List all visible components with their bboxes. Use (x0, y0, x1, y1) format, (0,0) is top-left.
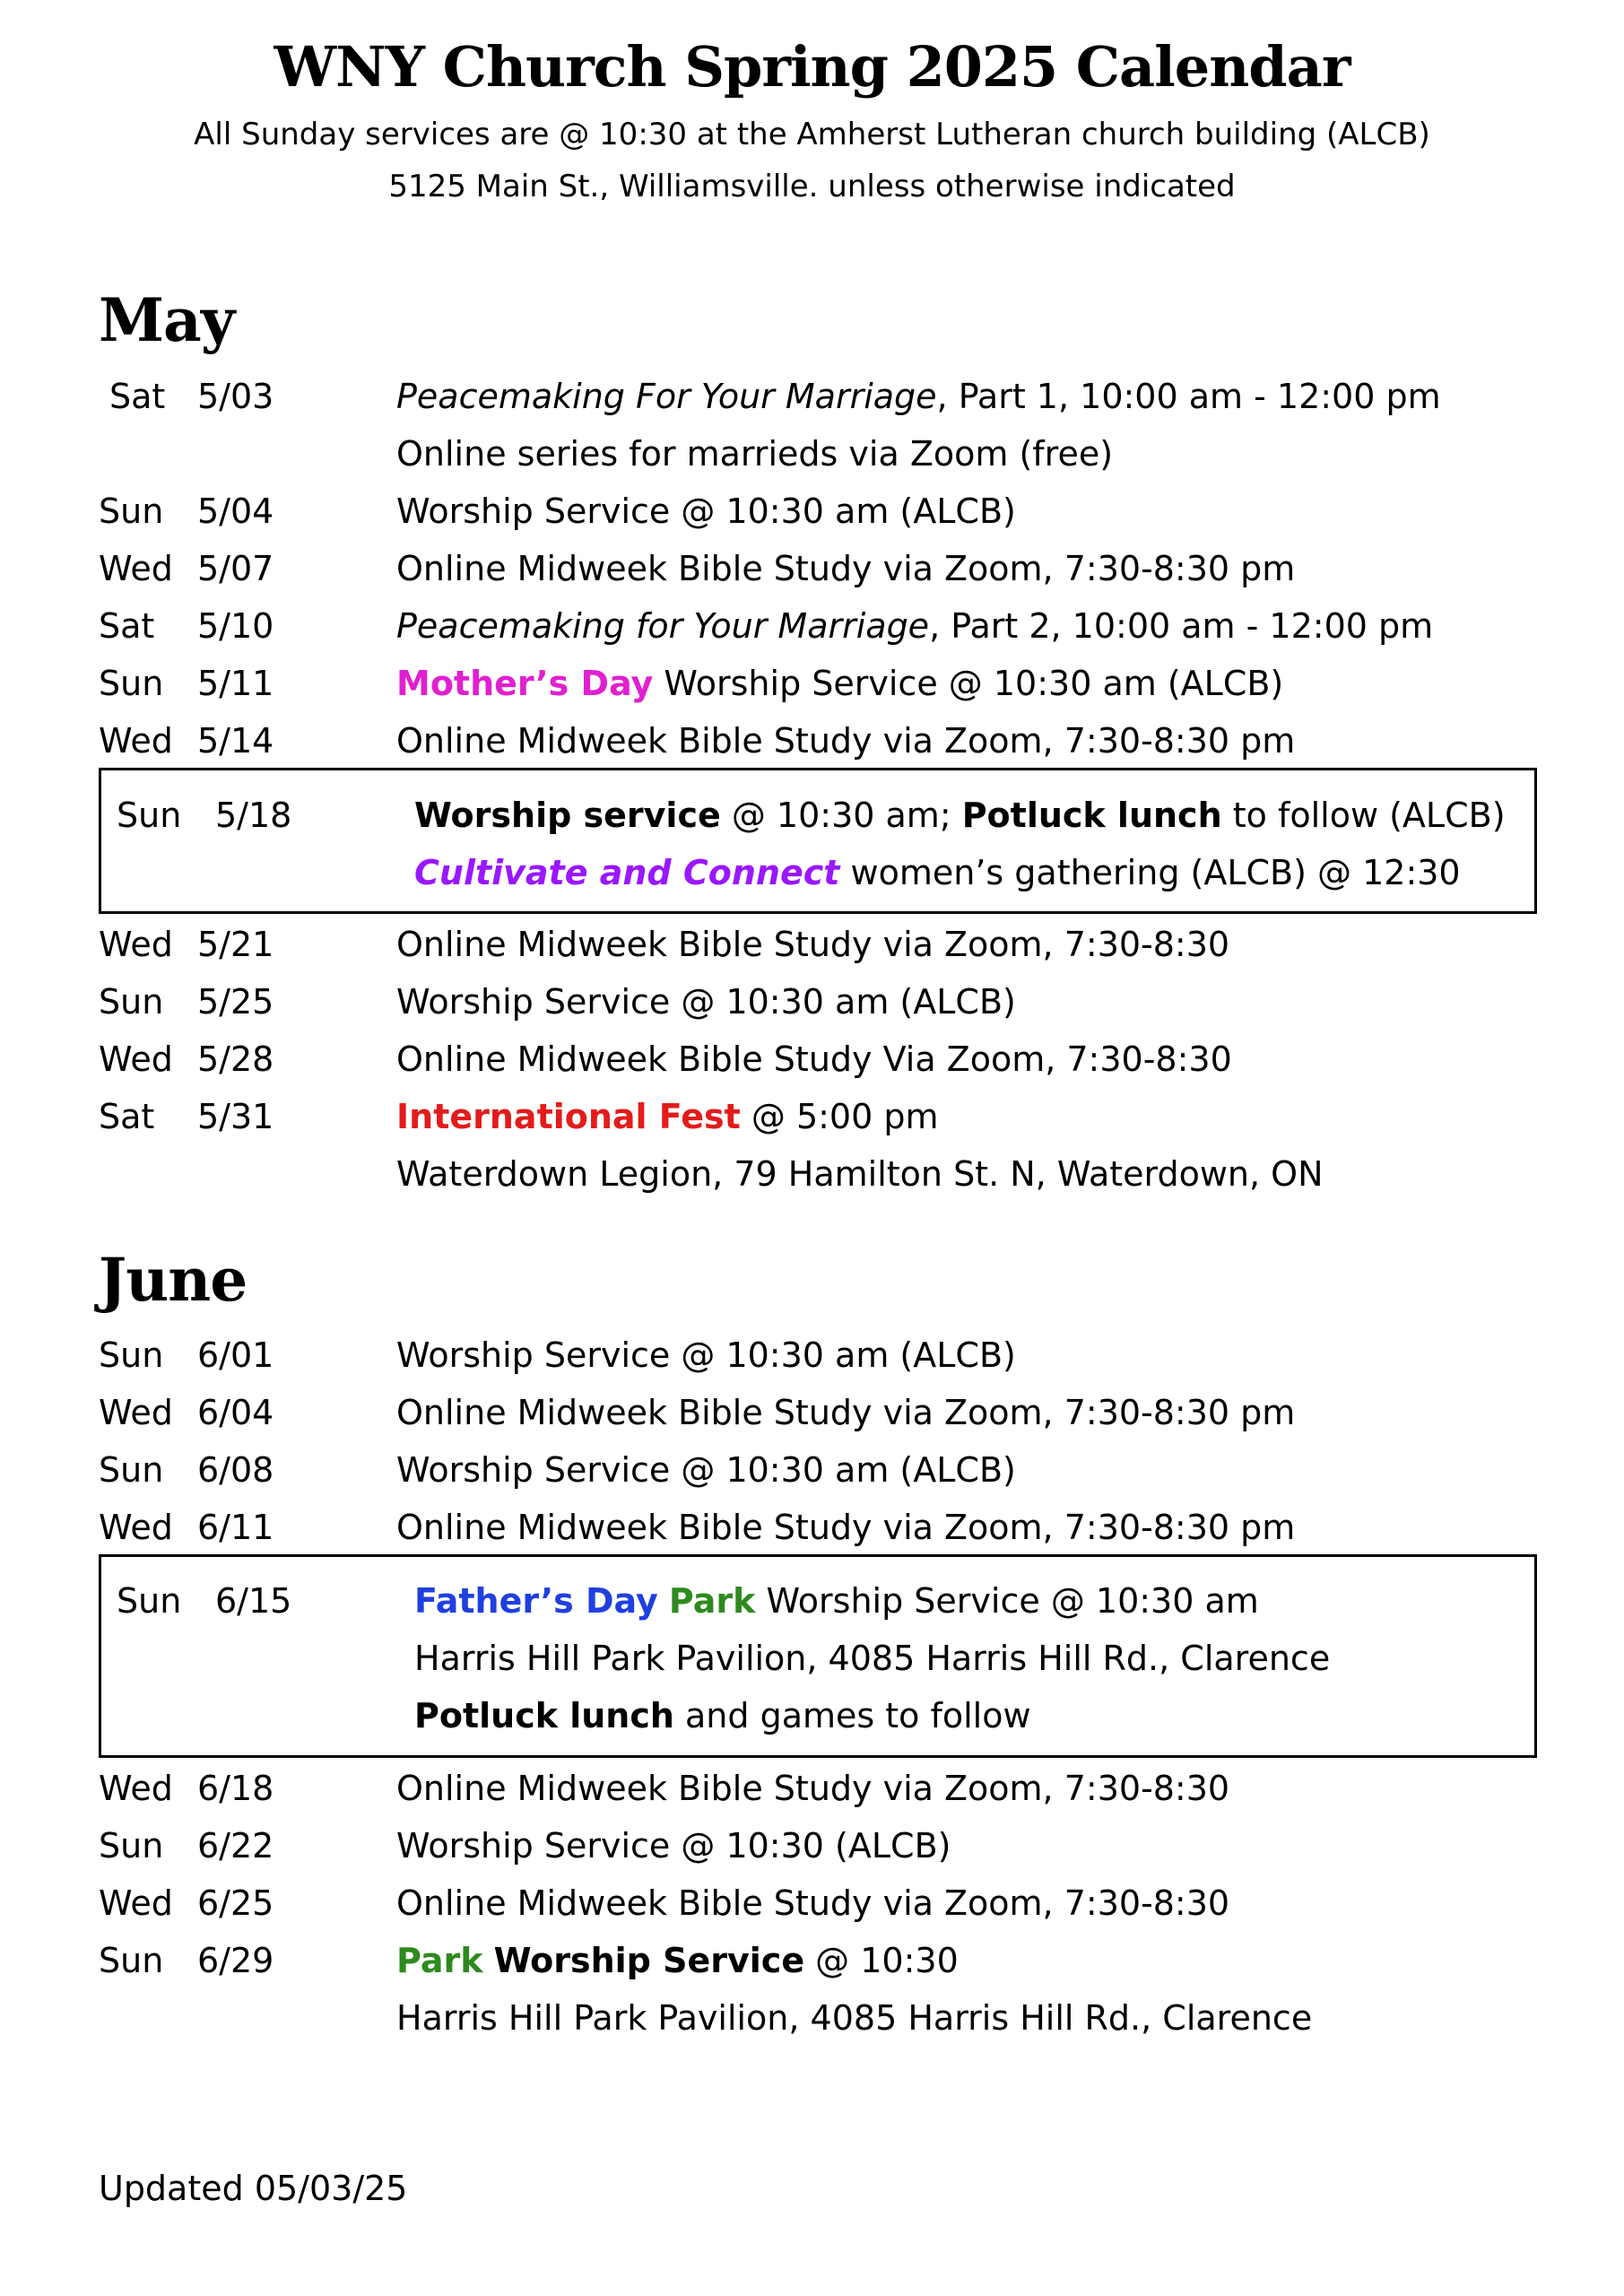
updated-date: Updated 05/03/25 (99, 2169, 408, 2208)
event-description (414, 1687, 1031, 1744)
event-date: 5/31 (197, 1097, 274, 1136)
event-description (396, 1989, 1312, 2047)
event-text-run: Waterdown Legion, 79 Hamilton St. N, Waterdown, ON (396, 1154, 1324, 1194)
event-day: Wed (99, 925, 173, 964)
event-day: Sun (99, 664, 164, 703)
event-row (99, 368, 1533, 425)
event-day: Sun (99, 982, 164, 1022)
event-description (396, 916, 1229, 973)
event-date: 6/11 (197, 1508, 274, 1547)
event-row (99, 425, 1533, 483)
event-row (99, 597, 1533, 655)
event-day: Sun (99, 491, 164, 531)
event-text-run: @ 5:00 pm (740, 1097, 939, 1136)
event-description (396, 655, 1283, 712)
event-date: 5/18 (215, 796, 292, 835)
event-description (396, 368, 1441, 425)
event-date: 6/01 (197, 1335, 274, 1375)
event-day: Sun (99, 1941, 164, 1980)
event-description (396, 540, 1295, 597)
event-text-run: Potluck lunch (961, 796, 1222, 835)
event-description (396, 973, 1016, 1031)
event-text-run: Harris Hill Park Pavilion, 4085 Harris Hill Rd., Clarence (396, 1998, 1313, 2038)
event-row (99, 1932, 1533, 1989)
event-text-run: Online Midweek Bible Study Via Zoom, 7:30-8:30 (396, 1039, 1232, 1079)
event-text-run: Father’s Day (414, 1581, 658, 1621)
event-row (99, 1326, 1533, 1384)
event-text-run: Online Midweek Bible Study via Zoom, 7:30-8:30 pm (396, 549, 1296, 588)
event-description (414, 1572, 1259, 1630)
event-date: 5/25 (197, 982, 274, 1022)
event-description (396, 1031, 1232, 1088)
event-text-run: Worship Service @ 10:30 am (ALCB) (396, 1335, 1016, 1375)
event-day: Wed (99, 1508, 173, 1547)
event-row (117, 1572, 1551, 1630)
event-description (396, 597, 1433, 655)
event-date: 6/25 (197, 1883, 274, 1923)
event-description (396, 425, 1113, 483)
event-date: 6/08 (197, 1450, 274, 1490)
event-day: Wed (99, 1769, 173, 1808)
event-text-run: , Part 2, 10:00 am - 12:00 pm (929, 606, 1434, 646)
event-description (396, 1441, 1016, 1499)
event-row (99, 655, 1533, 712)
event-date: 6/15 (215, 1581, 292, 1621)
event-row (99, 1031, 1533, 1088)
event-description (396, 1145, 1324, 1203)
event-day: Sat (99, 606, 155, 646)
event-text-run: , Part 1, 10:00 am - 12:00 pm (936, 377, 1441, 416)
event-text-run: Worship Service (493, 1941, 805, 1980)
event-row (99, 1760, 1533, 1817)
event-day: Sun (117, 1581, 182, 1621)
event-row (99, 1499, 1533, 1556)
event-text-run: Worship Service @ 10:30 am (ALCB) (396, 1450, 1016, 1490)
event-text-run: Worship Service @ 10:30 am (ALCB) (653, 664, 1284, 703)
event-day: Sun (99, 1335, 164, 1375)
event-text-run: Worship service (414, 796, 721, 835)
event-description (396, 1499, 1295, 1556)
event-day: Wed (99, 721, 173, 761)
event-text-run: Harris Hill Park Pavilion, 4085 Harris Hill Rd., Clarence (414, 1639, 1331, 1678)
event-day: Wed (99, 1393, 173, 1432)
event-row (99, 712, 1533, 770)
event-row (117, 844, 1551, 901)
event-day: Wed (99, 1039, 173, 1079)
event-row (99, 973, 1533, 1031)
event-date: 6/22 (197, 1826, 274, 1866)
event-description (396, 1817, 951, 1874)
subtitle-line-2: 5125 Main St., Williamsville. unless otherwise indicated (388, 169, 1236, 204)
event-date: 5/04 (197, 491, 274, 531)
event-date: 6/29 (197, 1941, 274, 1980)
event-row (99, 540, 1533, 597)
event-description (414, 844, 1461, 901)
event-text-run: International Fest (396, 1097, 741, 1136)
event-text-run: Worship Service @ 10:30 am (755, 1581, 1259, 1621)
event-description (414, 1630, 1330, 1687)
event-text-run: Park (396, 1941, 483, 1980)
event-row (99, 916, 1533, 973)
event-day: Sun (99, 1450, 164, 1490)
event-description (396, 1326, 1016, 1384)
event-row (99, 1441, 1533, 1499)
event-description (396, 1088, 939, 1145)
event-text-run: Online Midweek Bible Study via Zoom, 7:30-8:30 (396, 1769, 1230, 1808)
event-row (99, 1088, 1533, 1145)
event-row (99, 1145, 1533, 1203)
event-text-run: Peacemaking for Your Marriage (396, 606, 930, 646)
month-heading-may: May (99, 285, 235, 355)
event-row (99, 1874, 1533, 1932)
event-text-run: Potluck lunch (414, 1696, 674, 1735)
event-description (396, 1874, 1229, 1932)
event-text-run: Park (668, 1581, 756, 1621)
event-text-run: to follow (ALCB) (1221, 796, 1506, 835)
event-day: Sat (109, 377, 166, 416)
event-description (396, 1932, 959, 1989)
event-date: 6/04 (197, 1393, 274, 1432)
page-title: WNY Church Spring 2025 Calendar (274, 34, 1350, 100)
event-date: 5/14 (197, 721, 274, 761)
event-day: Wed (99, 549, 173, 588)
event-date: 5/03 (197, 377, 274, 416)
event-text-run: Online series for marrieds via Zoom (free) (396, 434, 1114, 474)
event-text-run: Online Midweek Bible Study via Zoom, 7:30-8:30 pm (396, 721, 1296, 761)
may-highlight-box (99, 768, 1537, 914)
event-text-run: Online Midweek Bible Study via Zoom, 7:30-8:30 pm (396, 1508, 1296, 1547)
event-description (396, 1384, 1295, 1441)
event-day: Sat (99, 1097, 155, 1136)
event-row (117, 787, 1551, 844)
event-text-run: Cultivate and Connect (414, 853, 840, 892)
event-text-run: @ 10:30 am; (720, 796, 962, 835)
event-row (117, 1687, 1551, 1744)
event-description (396, 712, 1295, 770)
event-text-run: Worship Service @ 10:30 (ALCB) (396, 1826, 951, 1866)
event-date: 5/10 (197, 606, 274, 646)
june-highlight-box (99, 1554, 1537, 1758)
event-text-run: Worship Service @ 10:30 am (ALCB) (396, 491, 1016, 531)
month-heading-june: June (99, 1245, 248, 1315)
event-description (396, 483, 1016, 540)
event-text-run (482, 1941, 493, 1980)
event-date: 5/21 (197, 925, 274, 964)
event-text-run: Worship Service @ 10:30 am (ALCB) (396, 982, 1016, 1022)
event-row (99, 1817, 1533, 1874)
event-text-run: and games to follow (673, 1696, 1031, 1735)
event-date: 6/18 (197, 1769, 274, 1808)
event-row (117, 1630, 1551, 1687)
subtitle-line-1: All Sunday services are @ 10:30 at the Amherst Lutheran church building (ALCB) (194, 117, 1430, 152)
event-row (99, 483, 1533, 540)
event-date: 5/28 (197, 1039, 274, 1079)
event-row (99, 1989, 1533, 2047)
event-text-run: Online Midweek Bible Study via Zoom, 7:30-8:30 (396, 1883, 1230, 1923)
event-text-run: women’s gathering (ALCB) @ 12:30 (839, 853, 1461, 892)
event-text-run: Mother’s Day (396, 664, 654, 703)
event-text-run (658, 1581, 669, 1621)
event-text-run: Online Midweek Bible Study via Zoom, 7:30-8:30 pm (396, 1393, 1296, 1432)
event-date: 5/11 (197, 664, 274, 703)
event-text-run: Peacemaking For Your Marriage (396, 377, 937, 416)
event-text-run: Online Midweek Bible Study via Zoom, 7:30-8:30 (396, 925, 1230, 964)
event-text-run: @ 10:30 (804, 1941, 959, 1980)
event-date: 5/07 (197, 549, 274, 588)
event-row (99, 1384, 1533, 1441)
event-description (414, 787, 1506, 844)
event-day: Wed (99, 1883, 173, 1923)
event-day: Sun (117, 796, 182, 835)
event-description (396, 1760, 1229, 1817)
event-day: Sun (99, 1826, 164, 1866)
